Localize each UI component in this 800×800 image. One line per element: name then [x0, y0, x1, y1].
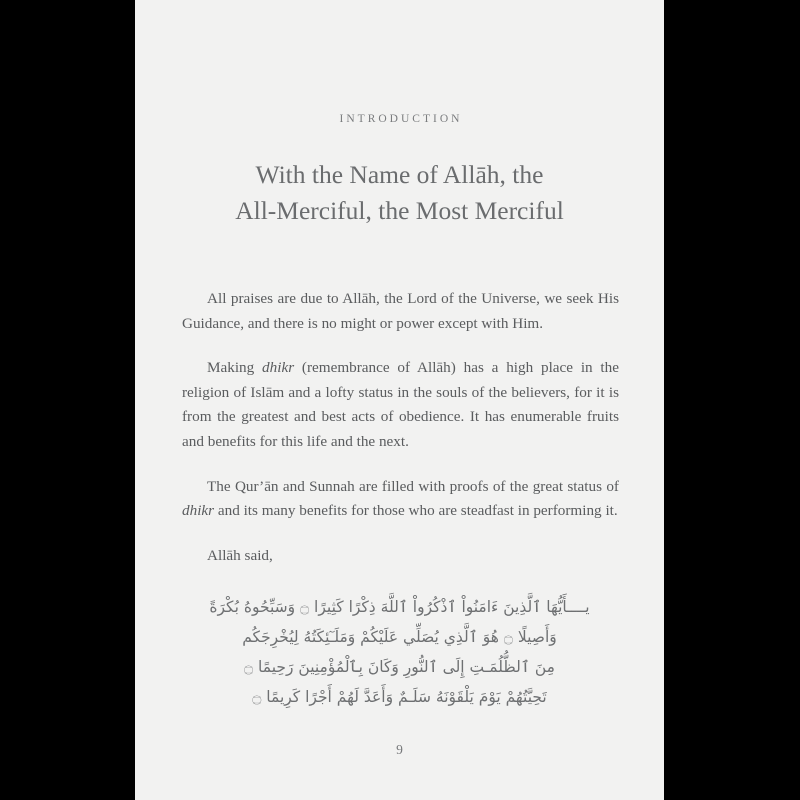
body-text	[182, 287, 619, 568]
paragraph-allah-said-text: Allāh said,	[207, 546, 273, 564]
chapter-label: INTRODUCTION	[339, 113, 463, 125]
paragraph-praise-text: All praises are due to Allāh, the Lord of the Universe, we seek His Guidance, and there is no might or power except with Him.	[182, 290, 619, 332]
paragraph-dhikr-italic-term: dhikr	[262, 359, 295, 377]
paragraph-dhikr-suffix: (remembrance of Allāh) has a high place in the religion of Islām and a lofty status in the souls of the believers, for it is from the greatest and best acts of obedience. It has enumerable fruits and benefits for this life and the next.	[182, 359, 619, 450]
page-number: 9	[396, 742, 403, 757]
paragraph-quran-sunnah-italic-term: dhikr	[182, 502, 215, 520]
quran-verse-line-2: وَأَصِيلًا ۝ هُوَ ٱلَّذِي يُصَلِّي عَلَيْكُمْ وَمَلَـٓئِكَتُهُ لِيُخْرِجَكُم	[242, 628, 557, 646]
paragraph-dhikr-prefix: Making	[207, 359, 263, 377]
letterbox-band-left	[0, 0, 135, 800]
paragraph-praise	[182, 287, 619, 336]
quran-verse-block	[135, 592, 664, 712]
book-page	[135, 0, 664, 800]
page-title-line-1: With the Name of Allāh, the	[255, 160, 544, 189]
paragraph-dhikr-status	[182, 356, 619, 454]
paragraph-quran-sunnah	[182, 475, 619, 524]
page-title-line-2: All-Merciful, the Most Merciful	[235, 196, 564, 225]
page-title	[135, 157, 664, 229]
page-content	[135, 0, 664, 800]
quran-verse-line-4: تَحِيَّتُهُمْ يَوْمَ يَلْقَوْنَهُ سَلَـمٌ وَأَعَدَّ لَهُمْ أَجْرًا كَرِيمًا ۝	[252, 688, 547, 706]
paragraph-quran-sunnah-prefix: The Qur’ān and Sunnah are filled with proofs of the great status of	[207, 477, 619, 495]
paragraph-allah-said	[182, 544, 619, 569]
letterbox-band-right	[664, 0, 800, 800]
quran-verse-line-3: مِنَ ٱلظُّلُمَـتِ إِلَى ٱلنُّورِ وَكَانَ بِٱلْمُؤْمِنِينَ رَحِيمًا ۝	[244, 658, 555, 676]
paragraph-quran-sunnah-suffix: and its many benefits for those who are steadfast in performing it.	[214, 502, 618, 520]
quran-verse-line-1: يــــأَيُّهَا ٱلَّذِينَ ءَامَنُواْ ٱذْكُرُواْ ٱللَّهَ ذِكْرًا كَثِيرًا ۝ وَسَبِّحُوهُ بُكْرَةً	[209, 598, 590, 616]
